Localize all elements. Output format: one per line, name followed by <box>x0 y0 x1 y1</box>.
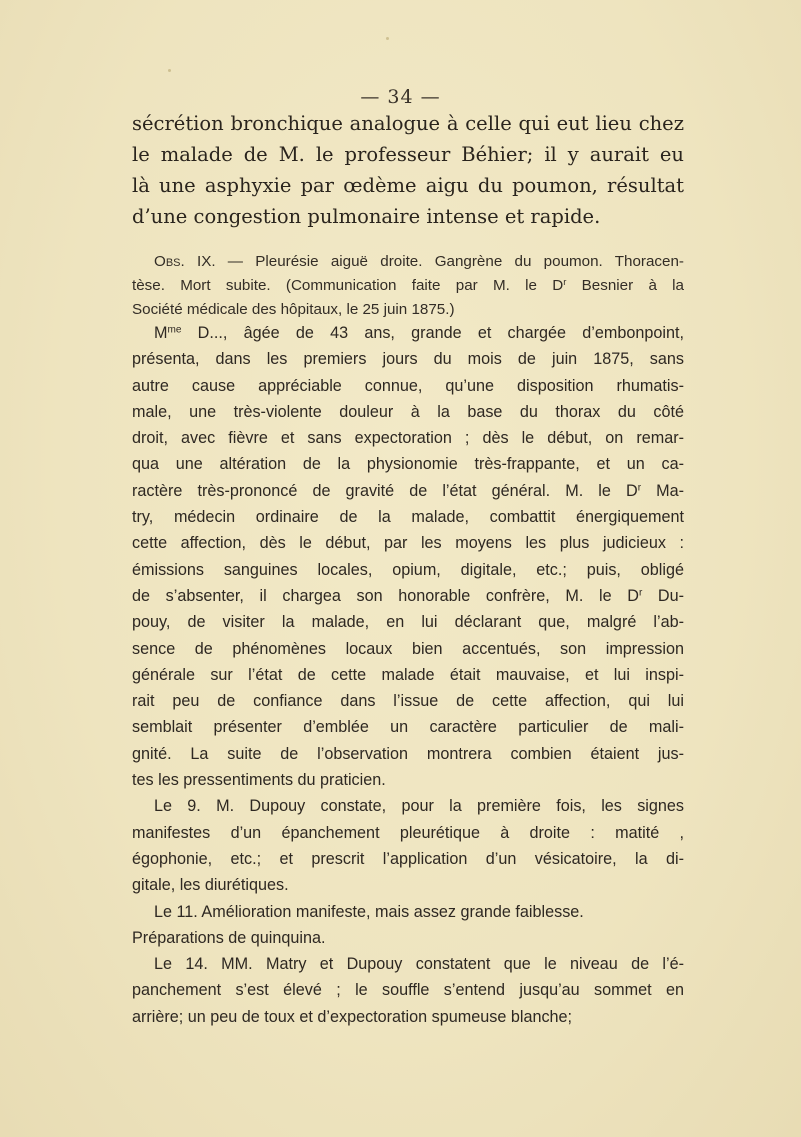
text-line: gnité. La suite de l’observation montrera combien étaient jus- <box>132 744 684 763</box>
text-line: Le 9. M. Dupouy constate, pour la première fois, les signes <box>154 797 684 816</box>
text-line: male, une très-violente douleur à la base du thorax du côté <box>132 402 684 421</box>
text-line: Obs. IX. — Pleurésie aiguë droite. Gangrène du poumon. Thoracen- <box>154 253 684 270</box>
text-line: générale sur l’état de cette malade était mauvaise, et lui inspi- <box>132 665 684 684</box>
text-line: panchement s’est élevé ; le souffle s’entend jusqu’au sommet en <box>132 981 684 1000</box>
text-line: Le 11. Amélioration manifeste, mais assez grande faiblesse. <box>154 902 584 921</box>
text-line: cette affection, dès le début, par les moyens les plus judicieux : <box>132 534 684 553</box>
text-line: sence de phénomènes locaux bien accentués, son impression <box>132 639 684 658</box>
text-line: ractère très-prononcé de gravité de l’état général. M. le $D^r$ Ma- <box>132 481 685 500</box>
lead-paragraph <box>132 108 684 232</box>
text-line: $M^{me}$ D..., âgée de 43 ans, grande et chargée d’embonpoint, <box>154 324 684 342</box>
text-line: pouy, de visiter la malade, en lui déclarant que, malgré l’ab- <box>132 613 684 632</box>
text-line: tèse. Mort subite. (Communication faite par M. le $D^r$ Besnier à la <box>132 275 684 294</box>
obs-abbr: Obs. <box>154 253 185 270</box>
text-line: semblait présenter d’emblée un caractère particulier de mali- <box>132 718 684 737</box>
paper-speck <box>168 69 171 72</box>
page-number: — 34 — <box>360 86 441 108</box>
text-line: try, médecin ordinaire de la malade, combattit énergiquement <box>132 508 684 527</box>
text-line: Le 14. MM. Matry et Dupouy constatent que le niveau de l’é- <box>154 955 684 974</box>
text-line: rait peu de confiance dans l’issue de cette affection, qui lui <box>132 692 684 711</box>
observation-body <box>132 320 684 1030</box>
text-line: qua une altération de la physionomie très-frappante, et un ca- <box>132 455 684 474</box>
text-line: tes les pressentiments du praticien. <box>132 771 386 790</box>
text-line: le malade de M. le professeur Béhier; il y aurait eu <box>132 143 684 166</box>
text-line: manifestes d’un épanchement pleurétique à droite : matité , <box>132 823 684 842</box>
text-line: droit, avec fièvre et sans expectoration ; dès le début, on remar- <box>132 429 684 448</box>
text-line: Société médicale des hôpitaux, le 25 juin 1875.) <box>132 301 455 318</box>
text-line: autre cause appréciable connue, qu’une disposition rhumatis- <box>132 376 684 395</box>
text-line: gitale, les diurétiques. <box>132 876 289 895</box>
text-line: arrière; un peu de toux et d’expectoration spumeuse blanche; <box>132 1007 573 1026</box>
text-line: d’une congestion pulmonaire intense et rapide. <box>132 205 601 228</box>
text-line: égophonie, etc.; et prescrit l’application d’un vésicatoire, la di- <box>132 849 684 868</box>
text-line: présenta, dans les premiers jours du mois de juin 1875, sans <box>132 350 684 369</box>
text-line: de s’absenter, il chargea son honorable confrère, M. le $D^r$ Du- <box>132 586 684 605</box>
paper-speck <box>386 37 389 40</box>
text-line: émissions sanguines locales, opium, digitale, etc.; puis, obligé <box>132 560 684 579</box>
text-line: sécrétion bronchique analogue à celle qui eut lieu chez <box>132 112 684 135</box>
text-line: là une asphyxie par œdème aigu du poumon, résultat <box>132 174 684 197</box>
observation-heading <box>132 250 684 322</box>
text-line: Préparations de quinquina. <box>132 928 326 947</box>
